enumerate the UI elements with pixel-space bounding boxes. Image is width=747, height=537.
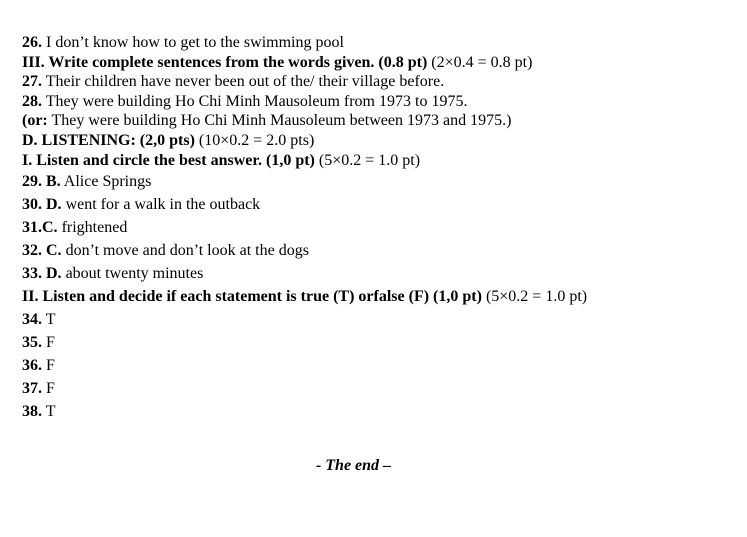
answer-line-33 — [22, 262, 737, 285]
answer-line-28 — [22, 92, 737, 112]
item-number: 29. B. — [22, 173, 61, 191]
answer-text: F — [42, 334, 55, 352]
score-note: (10×0.2 = 2.0 pts) — [194, 131, 315, 149]
score-note: (5×0.2 = 1.0 pt) — [314, 151, 421, 169]
answer-text: about twenty minutes — [61, 265, 204, 283]
section-title: II. Listen and decide if each statement is true (T) orfalse (F) (1,0 pt) — [22, 288, 482, 306]
item-number: 32. C. — [22, 242, 62, 260]
item-number: 36. — [22, 357, 42, 375]
section-heading-true-false — [22, 285, 737, 308]
answer-text: F — [42, 357, 55, 375]
section-title: III. Write complete sentences from the words given. (0.8 pt) — [22, 53, 428, 71]
answer-line-27 — [22, 72, 737, 92]
answer-line-32 — [22, 239, 737, 262]
item-number: 33. D. — [22, 265, 62, 283]
item-number: 26. — [22, 34, 42, 51]
answer-line-30 — [22, 193, 737, 216]
item-number: 35. — [22, 334, 42, 352]
answer-line-37 — [22, 377, 737, 400]
section-heading-listening — [22, 131, 737, 151]
answer-text: They were building Ho Chi Minh Mausoleum between 1973 and 1975.) — [47, 112, 512, 130]
answer-text: Alice Springs — [60, 173, 152, 191]
item-number: 37. — [22, 380, 42, 398]
alternative-label: (or: — [22, 112, 48, 130]
answer-line-26 — [22, 33, 737, 53]
section-title: I. Listen and circle the best answer. (1,0 pt) — [22, 151, 315, 169]
item-number: 28. — [22, 92, 42, 110]
item-number: 30. D. — [22, 196, 62, 214]
answer-text: T — [42, 311, 56, 329]
document-end-marker: - The end – — [315, 457, 392, 474]
item-number: 38. — [22, 403, 42, 421]
score-note: (5×0.2 = 1.0 pt) — [481, 288, 588, 306]
score-note: (2×0.4 = 0.8 pt) — [427, 53, 533, 71]
answer-text: frightened — [57, 219, 128, 237]
answer-line-31 — [22, 216, 737, 239]
section-heading-circle-answer — [22, 151, 737, 171]
answer-text: I don’t know how to get to the swimming pool — [42, 34, 344, 51]
item-number: 27. — [22, 73, 42, 91]
answer-text: They were building Ho Chi Minh Mausoleum from 1973 to 1975. — [42, 92, 468, 110]
item-number: 34. — [22, 311, 42, 329]
item-number: 31.C. — [22, 219, 58, 237]
answer-line-29 — [22, 170, 737, 193]
answer-key-document — [22, 33, 737, 423]
answer-line-34 — [22, 308, 737, 331]
answer-line-38 — [22, 400, 737, 423]
answer-text: don’t move and don’t look at the dogs — [61, 242, 309, 260]
answer-text: T — [42, 403, 56, 421]
section-title: D. LISTENING: (2,0 pts) — [22, 131, 195, 149]
answer-line-28-alternative — [22, 111, 737, 131]
answer-text: Their children have never been out of the/ their village before. — [42, 73, 445, 91]
answer-line-35 — [22, 331, 737, 354]
section-heading-write-sentences — [22, 53, 737, 73]
answer-text: F — [42, 380, 55, 398]
answer-text: went for a walk in the outback — [61, 196, 261, 214]
answer-line-36 — [22, 354, 737, 377]
